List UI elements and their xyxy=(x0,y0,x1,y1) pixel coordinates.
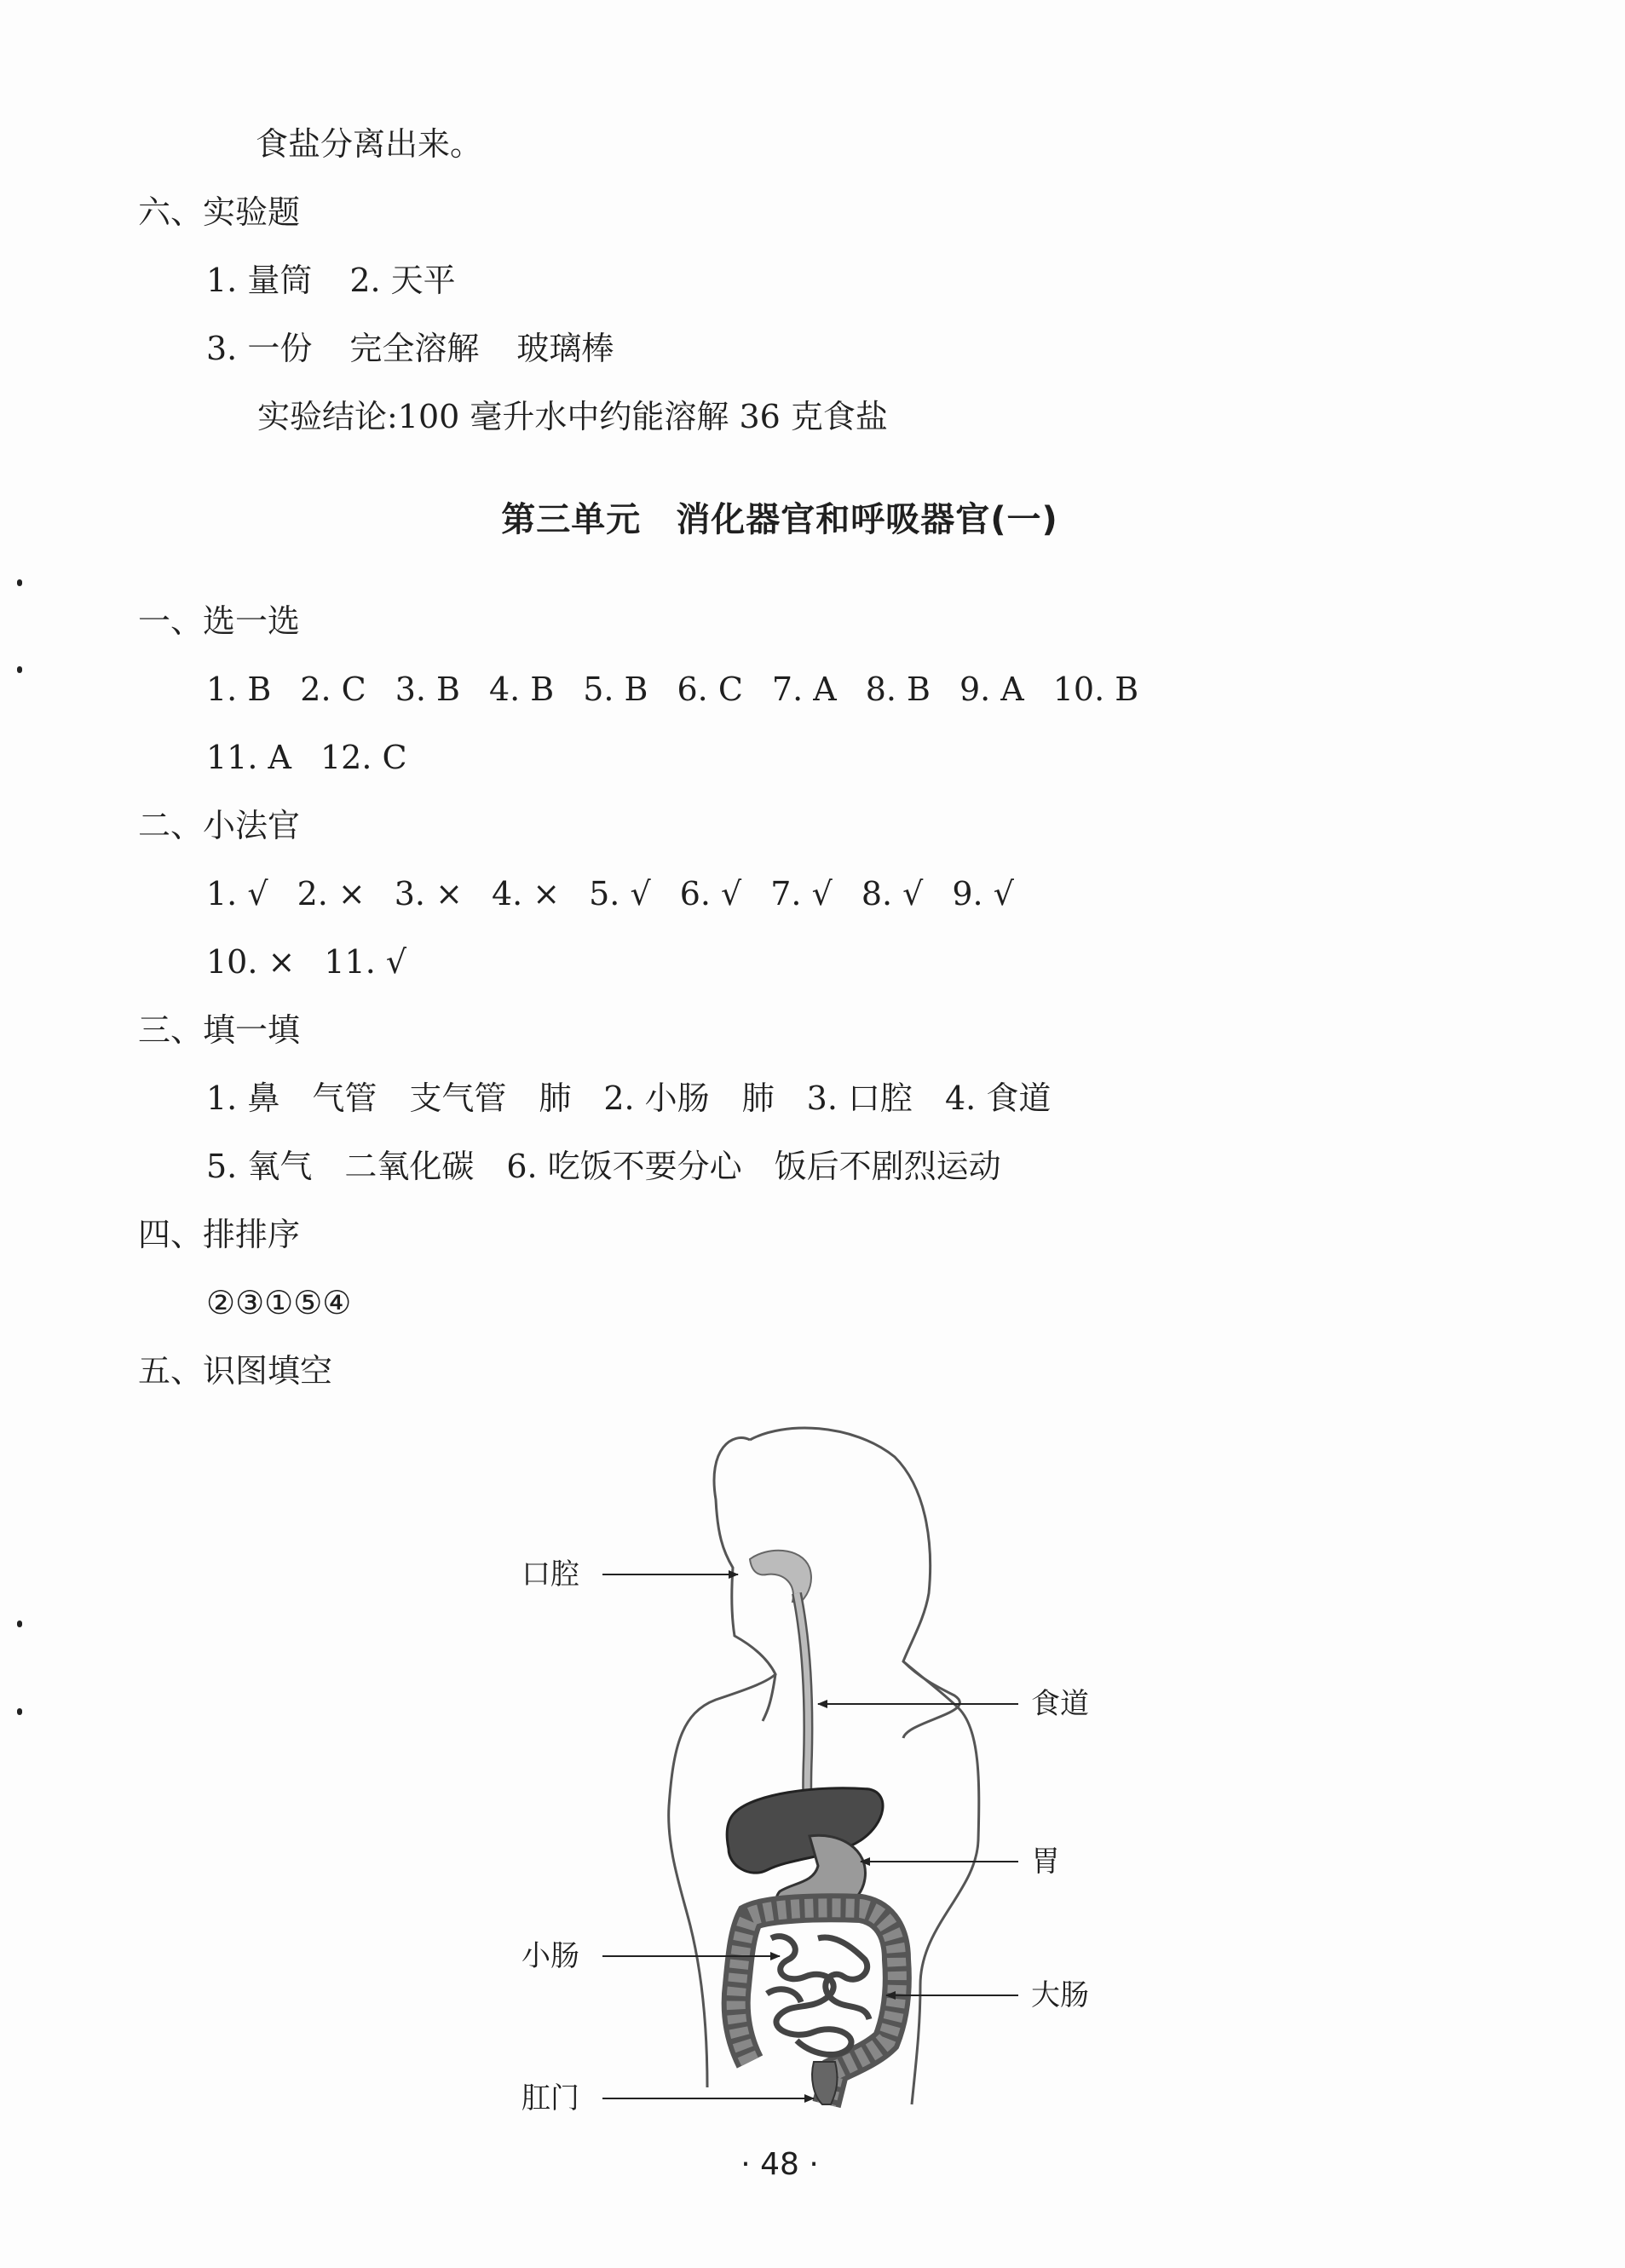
part-5-heading: 五、识图填空 xyxy=(138,1352,333,1390)
answer: 1. B xyxy=(206,671,272,708)
answer: 1. √ xyxy=(206,875,268,912)
answer: 4. × xyxy=(491,875,561,912)
part-4-heading: 四、排排序 xyxy=(138,1216,301,1253)
part-1-heading: 一、选一选 xyxy=(138,602,301,640)
continued-line: 食盐分离出来。 xyxy=(256,125,483,163)
experiment-conclusion: 实验结论:100 毫升水中约能溶解 36 克食盐 xyxy=(257,398,888,435)
answer: 9. √ xyxy=(952,875,1014,912)
answer: 6. √ xyxy=(679,875,742,912)
page-number: · 48 · xyxy=(740,2147,819,2182)
answer: 6. C xyxy=(677,671,743,708)
answer: 10. B xyxy=(1052,671,1139,708)
answer: 8. B xyxy=(865,671,931,708)
answer: 2. C xyxy=(300,671,366,708)
part-3-line-2: 5. 氧气 二氧化碳 6. 吃饭不要分心 饭后不剧烈运动 xyxy=(206,1148,1001,1185)
answer: 9. A xyxy=(959,671,1024,708)
answer: 1. 量筒 xyxy=(206,262,313,299)
label-stomach: 胃 xyxy=(1031,1845,1060,1879)
part-3-heading: 三、填一填 xyxy=(138,1011,301,1049)
part-2-heading: 二、小法官 xyxy=(138,807,301,844)
part-4-answer: ②③①⑤④ xyxy=(206,1284,352,1321)
answer: 3. × xyxy=(394,875,463,912)
label-esophagus: 食道 xyxy=(1031,1687,1089,1721)
answer: 10. × xyxy=(206,943,296,981)
small-intestine xyxy=(767,1937,869,2055)
answer: 7. √ xyxy=(770,875,833,912)
answer: 11. √ xyxy=(324,943,407,981)
answer: 3. 一份 xyxy=(206,330,313,367)
section-6-heading: 六、实验题 xyxy=(138,193,301,231)
label-small-intestine: 小肠 xyxy=(521,1939,579,1973)
answer: 12. C xyxy=(320,739,407,776)
label-large-intestine: 大肠 xyxy=(1031,1978,1089,2012)
answer: 玻璃棒 xyxy=(516,330,614,367)
answer: 完全溶解 xyxy=(349,330,480,367)
label-mouth: 口腔 xyxy=(521,1557,579,1592)
answer: 11. A xyxy=(206,739,291,776)
answer: 7. A xyxy=(771,671,837,708)
answer: 3. B xyxy=(395,671,460,708)
part-3-line-1: 1. 鼻 气管 支气管 肺 2. 小肠 肺 3. 口腔 4. 食道 xyxy=(206,1079,1052,1117)
answer: 5. B xyxy=(583,671,648,708)
answer: 5. √ xyxy=(589,875,651,912)
unit-title: 第三单元 消化器官和呼吸器官(一) xyxy=(501,500,1058,539)
answer: 2. 天平 xyxy=(349,262,456,299)
answer: 4. B xyxy=(488,671,555,708)
label-anus: 肛门 xyxy=(521,2081,579,2115)
answer: 2. × xyxy=(297,875,366,912)
answer: 8. √ xyxy=(861,875,924,912)
